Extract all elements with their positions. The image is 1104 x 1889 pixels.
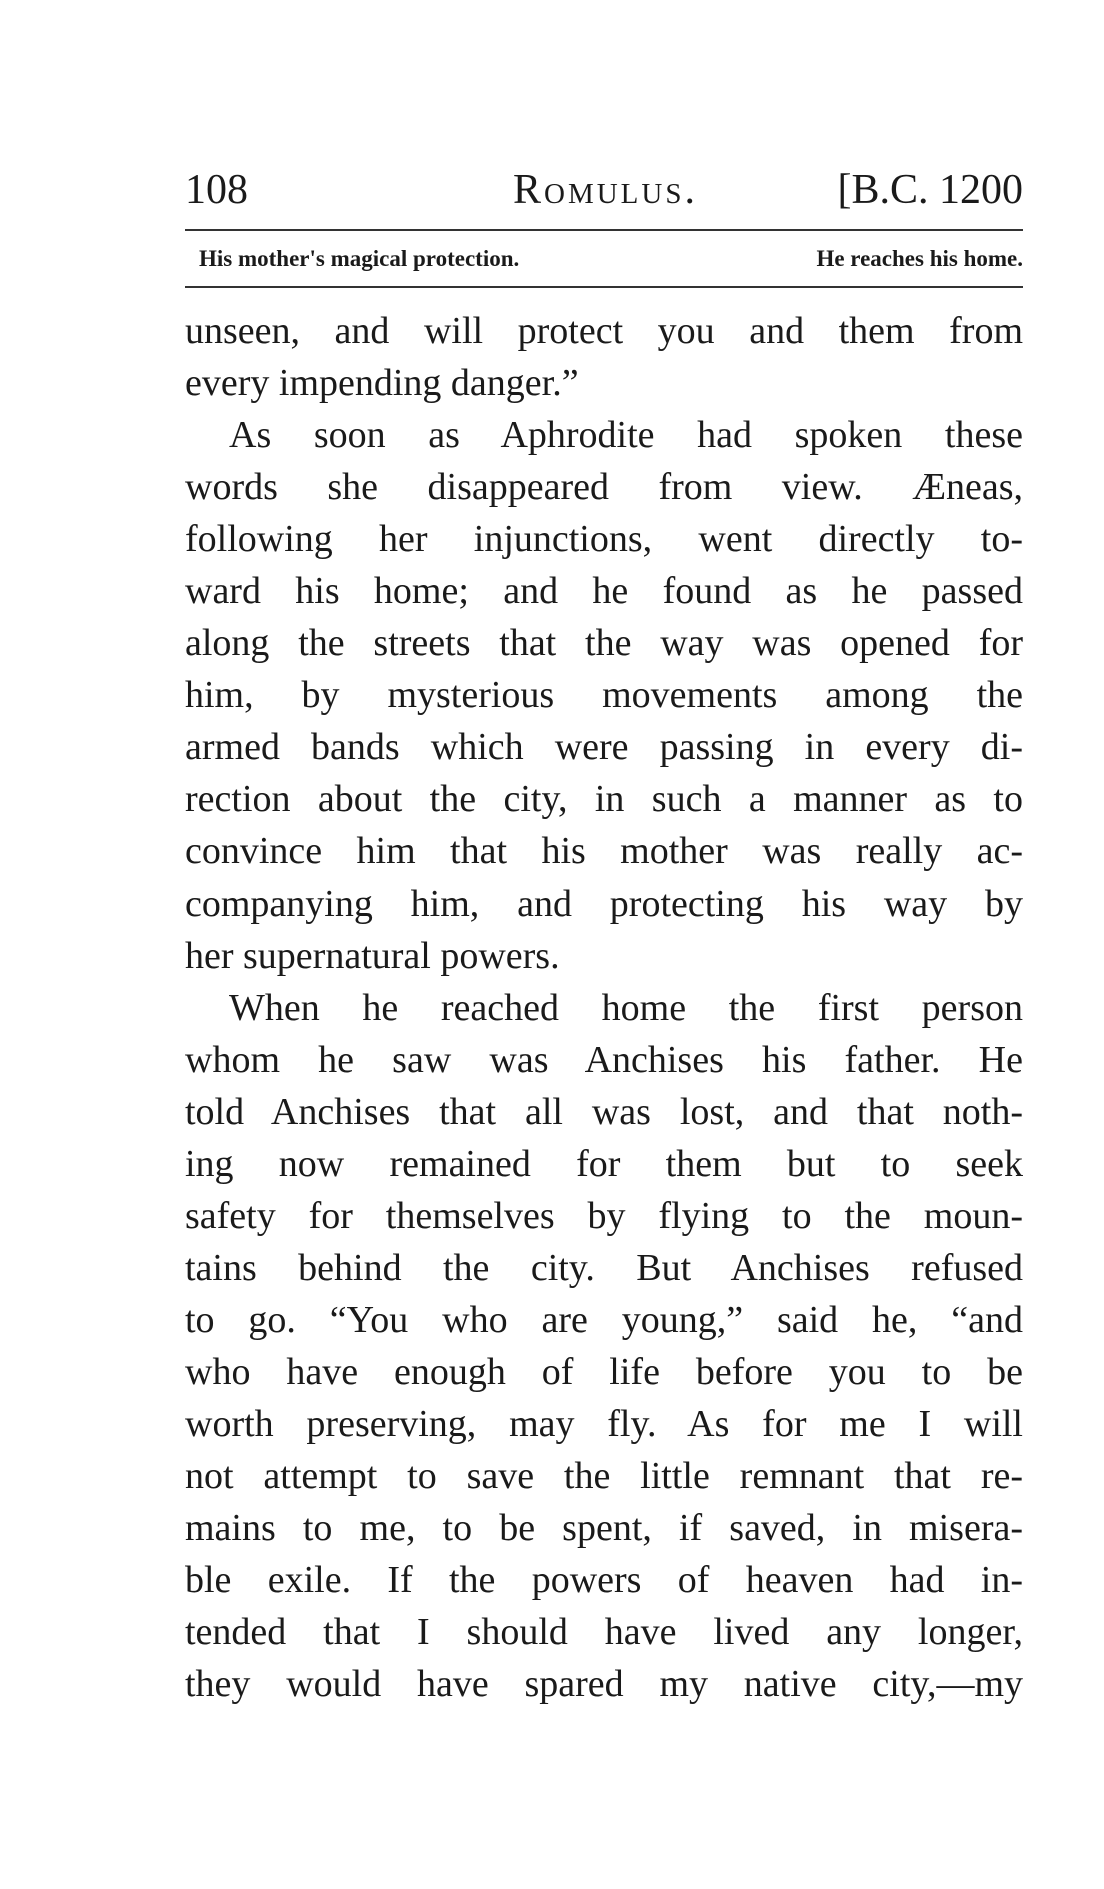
date-marker: [B.C. 1200 — [837, 167, 1023, 213]
text-line: ble exile. If the powers of heaven had in- — [185, 1559, 1023, 1602]
text-line: along the streets that the way was opened for — [185, 622, 1023, 665]
side-note-right: He reaches his home. — [816, 246, 1023, 271]
text-line: mains to me, to be spent, if saved, in misera- — [185, 1507, 1023, 1550]
text-line: told Anchises that all was lost, and that noth- — [185, 1090, 1023, 1133]
text-line: ing now remained for them but to seek — [185, 1142, 1023, 1185]
text-line: to go. “You who are young,” said he, “and — [185, 1298, 1023, 1341]
text-line: whom he saw was Anchises his father. He — [185, 1038, 1023, 1081]
text-line: worth preserving, may fly. As for me I will — [185, 1402, 1023, 1445]
text-line: every impending danger.” — [185, 362, 579, 405]
page-header — [185, 160, 1023, 220]
running-title: Romulus. — [513, 167, 698, 213]
text-line: following her injunctions, went directly to- — [185, 518, 1023, 561]
side-note-left: His mother's magical protection. — [199, 246, 520, 271]
text-line: unseen, and will protect you and them from — [185, 310, 1023, 352]
text-line: As soon as Aphrodite had spoken these — [229, 414, 1023, 457]
text-line: armed bands which were passing in every di- — [185, 726, 1023, 769]
text-line: ward his home; and he found as he passed — [185, 570, 1023, 613]
header-rule-top — [185, 229, 1023, 231]
text-line: When he reached home the first person — [229, 986, 1023, 1029]
body-text — [185, 305, 1023, 1710]
text-line: tended that I should have lived any longer, — [185, 1611, 1023, 1654]
text-line: companying him, and protecting his way by — [185, 882, 1023, 925]
text-line: they would have spared my native city,—my — [185, 1663, 1023, 1706]
text-line: not attempt to save the little remnant that re- — [185, 1455, 1023, 1498]
text-line: tains behind the city. But Anchises refused — [185, 1246, 1023, 1289]
text-line: her supernatural powers. — [185, 934, 560, 977]
marginal-notes — [185, 237, 1023, 281]
text-line: him, by mysterious movements among the — [185, 674, 1023, 717]
text-line: rection about the city, in such a manner as to — [185, 778, 1023, 821]
text-line: words she disappeared from view. Æneas, — [185, 466, 1023, 509]
text-line: convince him that his mother was really ac- — [185, 830, 1023, 873]
header-rule-bottom — [185, 286, 1023, 288]
text-line: who have enough of life before you to be — [185, 1350, 1023, 1393]
text-line: safety for themselves by flying to the moun- — [185, 1194, 1023, 1237]
page-number: 108 — [185, 167, 248, 213]
